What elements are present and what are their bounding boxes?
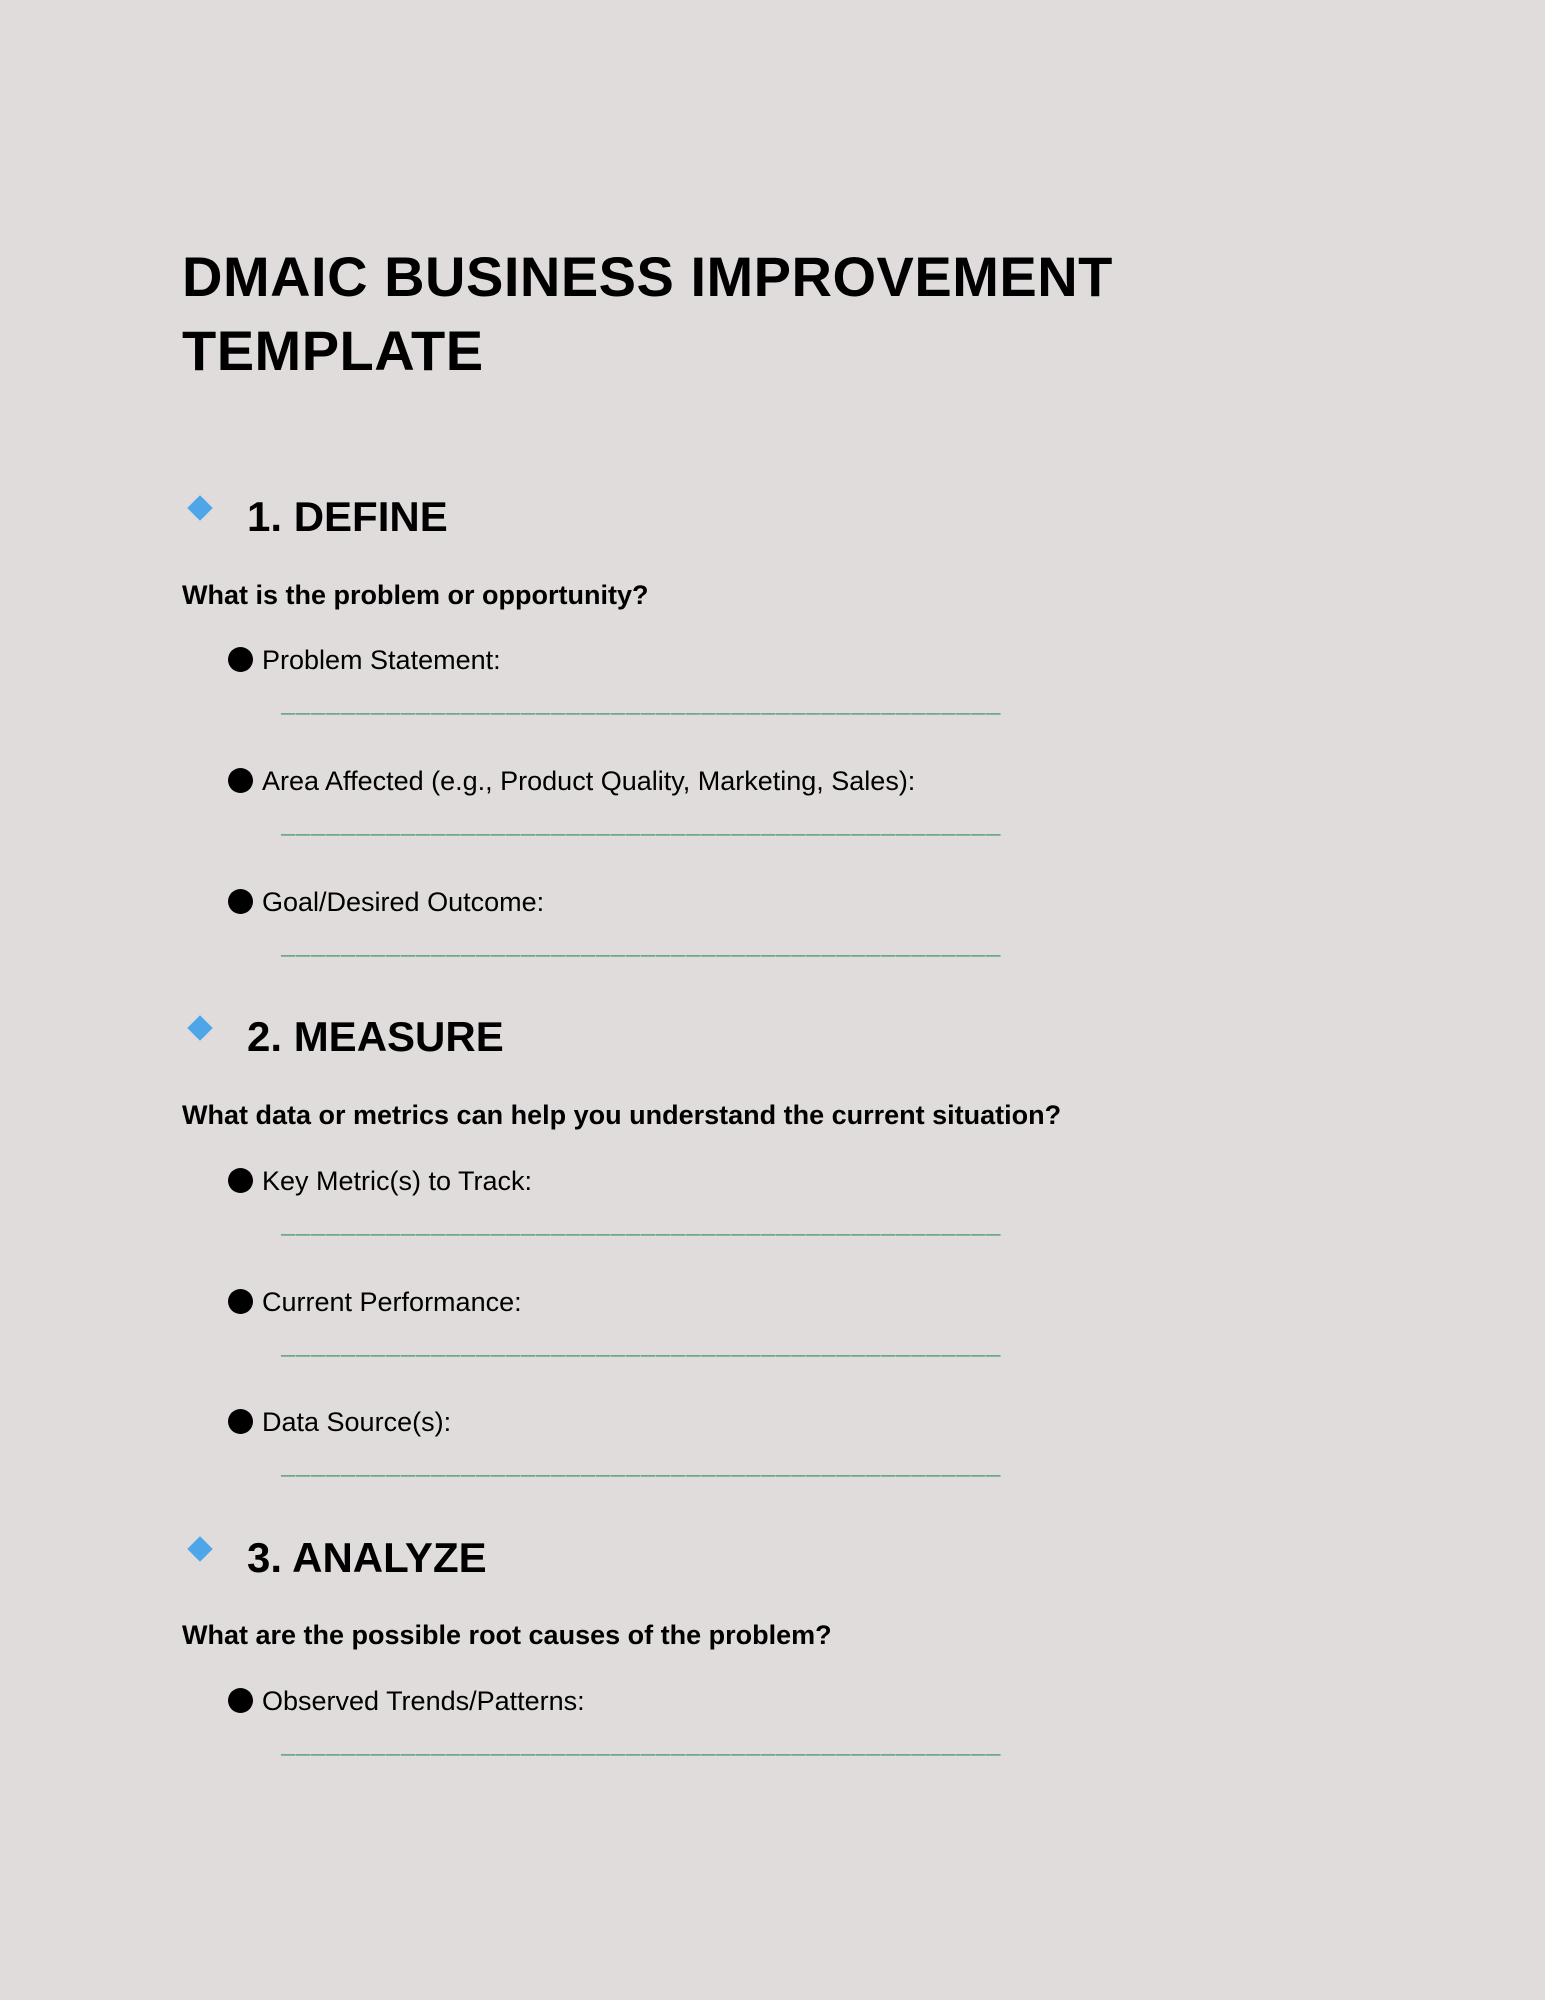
page-title: DMAIC BUSINESS IMPROVEMENT TEMPLATE — [182, 245, 1113, 382]
item-label: Problem Statement: — [262, 645, 501, 675]
section-title: 2. MEASURE — [247, 1013, 504, 1060]
form-item-observed-trends — [228, 1684, 1228, 1764]
section-analyze-heading — [182, 1534, 1082, 1594]
form-item-goal-outcome — [228, 885, 1228, 965]
diamond-bullet-icon — [187, 1536, 212, 1561]
bullet-icon — [228, 647, 253, 672]
item-label: Current Performance: — [262, 1287, 522, 1317]
section-question: What data or metrics can help you understand the current situation? — [182, 1100, 1062, 1130]
diamond-bullet-icon — [187, 1015, 212, 1040]
form-item-key-metrics — [228, 1164, 1228, 1244]
answer-line[interactable]: ________________________________________________ — [281, 1335, 1002, 1362]
form-item-current-performance — [228, 1285, 1228, 1365]
item-label: Key Metric(s) to Track: — [262, 1166, 533, 1196]
form-item-area-affected — [228, 764, 1228, 844]
section-question: What is the problem or opportunity? — [182, 580, 649, 610]
item-label: Goal/Desired Outcome: — [262, 887, 545, 917]
section-define-heading — [182, 493, 1082, 553]
item-label: Observed Trends/Patterns: — [262, 1686, 585, 1716]
answer-line[interactable]: ________________________________________________ — [281, 1214, 1002, 1241]
bullet-icon — [228, 1688, 253, 1713]
answer-line[interactable]: ________________________________________________ — [281, 693, 1002, 720]
answer-line[interactable]: ________________________________________________ — [281, 935, 1002, 962]
bullet-icon — [228, 1409, 253, 1434]
answer-line[interactable]: ________________________________________________ — [281, 1455, 1002, 1482]
bullet-icon — [228, 1289, 253, 1314]
diamond-bullet-icon — [187, 495, 212, 520]
bullet-icon — [228, 1168, 253, 1193]
answer-line[interactable]: ________________________________________________ — [281, 814, 1002, 841]
answer-line[interactable]: ________________________________________________ — [281, 1734, 1002, 1761]
section-question: What are the possible root causes of the problem? — [182, 1620, 832, 1650]
form-item-data-sources — [228, 1405, 1228, 1485]
item-label: Area Affected (e.g., Product Quality, Marketing, Sales): — [262, 766, 916, 796]
bullet-icon — [228, 768, 253, 793]
section-measure-heading — [182, 1013, 1082, 1073]
section-title: 1. DEFINE — [247, 493, 448, 540]
bullet-icon — [228, 889, 253, 914]
form-item-problem-statement — [228, 643, 1228, 723]
section-title: 3. ANALYZE — [247, 1534, 487, 1581]
item-label: Data Source(s): — [262, 1407, 452, 1437]
